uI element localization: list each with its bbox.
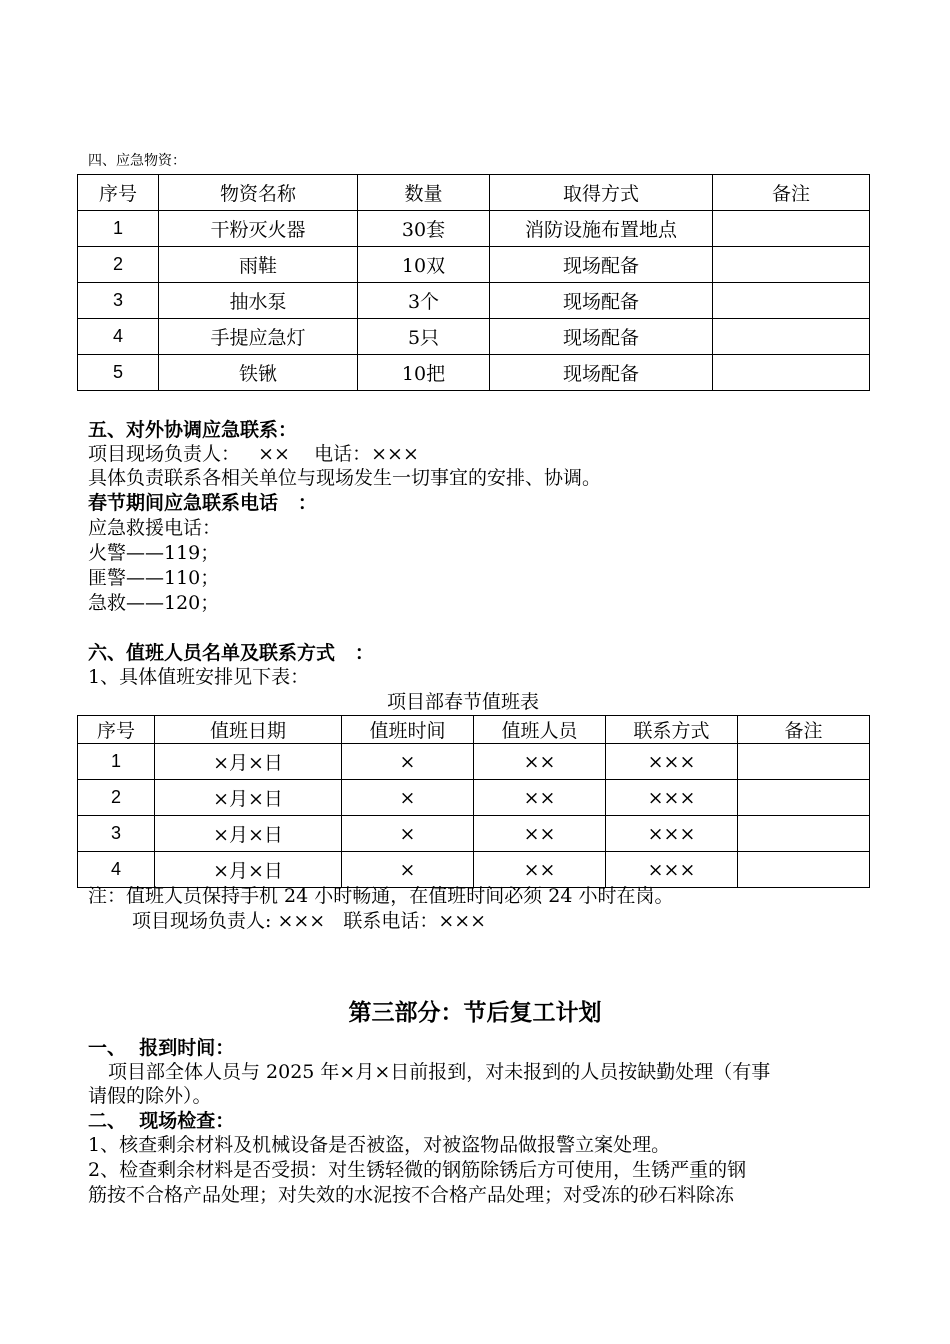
cell-index: 1	[78, 744, 155, 780]
table-header-row	[78, 175, 870, 211]
cell-quantity: 10把	[358, 355, 490, 391]
inspection-item-2-line2: 筋按不合格产品处理；对失效的水泥按不合格产品处理；对受冻的砂石料除冻	[88, 1184, 735, 1206]
cell-duty-time: ×	[342, 744, 474, 780]
cell-source: 现场配备	[490, 247, 713, 283]
duty-note: 注：值班人员保持手机 24 小时畅通，在值班时间必须 24 小时在岗。	[88, 885, 674, 907]
cell-index: 5	[78, 355, 159, 391]
cell-item-name: 干粉灭火器	[159, 211, 358, 247]
duty-roster-table	[77, 715, 870, 888]
table-row	[78, 355, 870, 391]
table-row	[78, 211, 870, 247]
cell-index: 1	[78, 211, 159, 247]
cell-source: 现场配备	[490, 319, 713, 355]
cell-contact: ×××	[606, 816, 738, 852]
cell-duty-time: ×	[342, 780, 474, 816]
cell-quantity: 3个	[358, 283, 490, 319]
table-row	[78, 816, 870, 852]
cell-item-name: 抽水泵	[159, 283, 358, 319]
column-header: 备注	[713, 175, 870, 211]
cell-item-name: 手提应急灯	[159, 319, 358, 355]
cell-duty-person: ××	[474, 852, 606, 888]
column-header: 取得方式	[490, 175, 713, 211]
external-contact-heading: 五、对外协调应急联系：	[88, 419, 298, 441]
cell-remark	[713, 283, 870, 319]
cell-index: 2	[78, 247, 159, 283]
report-time-para-line1: 项目部全体人员与 2025 年×月×日前报到，对未报到的人员按缺勤处理（有事	[108, 1061, 771, 1083]
emergency-supplies-heading: 四、应急物资：	[88, 153, 186, 169]
cell-remark	[713, 319, 870, 355]
cell-duty-time: ×	[342, 816, 474, 852]
column-header: 序号	[78, 716, 155, 744]
table-row	[78, 283, 870, 319]
column-header: 联系方式	[606, 716, 738, 744]
cell-quantity: 10双	[358, 247, 490, 283]
part3-title: 第三部分：节后复工计划	[348, 999, 602, 1025]
cell-duty-person: ××	[474, 744, 606, 780]
table-header-row	[78, 716, 870, 744]
cell-contact: ×××	[606, 780, 738, 816]
fire-phone-line: 火警——119；	[88, 542, 220, 564]
cell-index: 3	[78, 816, 155, 852]
cell-source: 现场配备	[490, 355, 713, 391]
column-header: 值班时间	[342, 716, 474, 744]
cell-source: 现场配备	[490, 283, 713, 319]
cell-remark	[738, 780, 870, 816]
cell-duty-person: ××	[474, 780, 606, 816]
manager-duty-line: 具体负责联系各相关单位与现场发生一切事宜的安排、协调。	[88, 467, 602, 489]
police-phone-line: 匪警——110；	[88, 567, 220, 589]
table-row	[78, 744, 870, 780]
cell-index: 4	[78, 319, 159, 355]
emergency-supplies-table	[77, 174, 870, 391]
cell-remark	[713, 247, 870, 283]
cell-quantity: 5只	[358, 319, 490, 355]
cell-remark	[713, 355, 870, 391]
cell-item-name: 雨鞋	[159, 247, 358, 283]
table-row	[78, 852, 870, 888]
table-row	[78, 780, 870, 816]
table-row	[78, 247, 870, 283]
ambulance-phone-line: 急救——120；	[88, 592, 220, 614]
report-time-para-line2: 请假的除外）。	[88, 1085, 212, 1107]
cell-index: 2	[78, 780, 155, 816]
cell-duty-date: ×月×日	[155, 744, 342, 780]
cell-source: 消防设施布置地点	[490, 211, 713, 247]
cell-item-name: 铁锹	[159, 355, 358, 391]
cell-contact: ×××	[606, 744, 738, 780]
site-inspection-heading: 二、 现场检查：	[88, 1110, 235, 1132]
cell-duty-date: ×月×日	[155, 780, 342, 816]
duty-roster-heading: 六、值班人员名单及联系方式 ：	[88, 642, 374, 664]
cell-duty-date: ×月×日	[155, 852, 342, 888]
spring-festival-phone-heading: 春节期间应急联系电话 ：	[88, 492, 317, 514]
cell-duty-person: ××	[474, 816, 606, 852]
cell-remark	[738, 852, 870, 888]
cell-remark	[713, 211, 870, 247]
column-header: 值班日期	[155, 716, 342, 744]
cell-quantity: 30套	[358, 211, 490, 247]
report-time-heading: 一、 报到时间：	[88, 1037, 235, 1059]
inspection-item-1: 1、核查剩余材料及机械设备是否被盗，对被盗物品做报警立案处理。	[88, 1134, 671, 1156]
manager-phone-line: 项目现场负责人： ×× 电话：×××	[88, 443, 419, 465]
inspection-item-2-line1: 2、检查剩余材料是否受损：对生锈轻微的钢筋除锈后方可使用，生锈严重的钢	[88, 1159, 747, 1181]
column-header: 备注	[738, 716, 870, 744]
cell-duty-date: ×月×日	[155, 816, 342, 852]
duty-table-caption: 项目部春节值班表	[387, 691, 540, 713]
table-row	[78, 319, 870, 355]
cell-remark	[738, 816, 870, 852]
cell-index: 4	[78, 852, 155, 888]
column-header: 物资名称	[159, 175, 358, 211]
duty-contact-line: 项目现场负责人: ××× 联系电话：×××	[132, 910, 487, 932]
cell-duty-time: ×	[342, 852, 474, 888]
column-header: 数量	[358, 175, 490, 211]
rescue-phone-label: 应急救援电话：	[88, 517, 222, 539]
cell-contact: ×××	[606, 852, 738, 888]
duty-roster-intro: 1、具体值班安排见下表：	[88, 666, 310, 688]
column-header: 序号	[78, 175, 159, 211]
cell-remark	[738, 744, 870, 780]
cell-index: 3	[78, 283, 159, 319]
column-header: 值班人员	[474, 716, 606, 744]
